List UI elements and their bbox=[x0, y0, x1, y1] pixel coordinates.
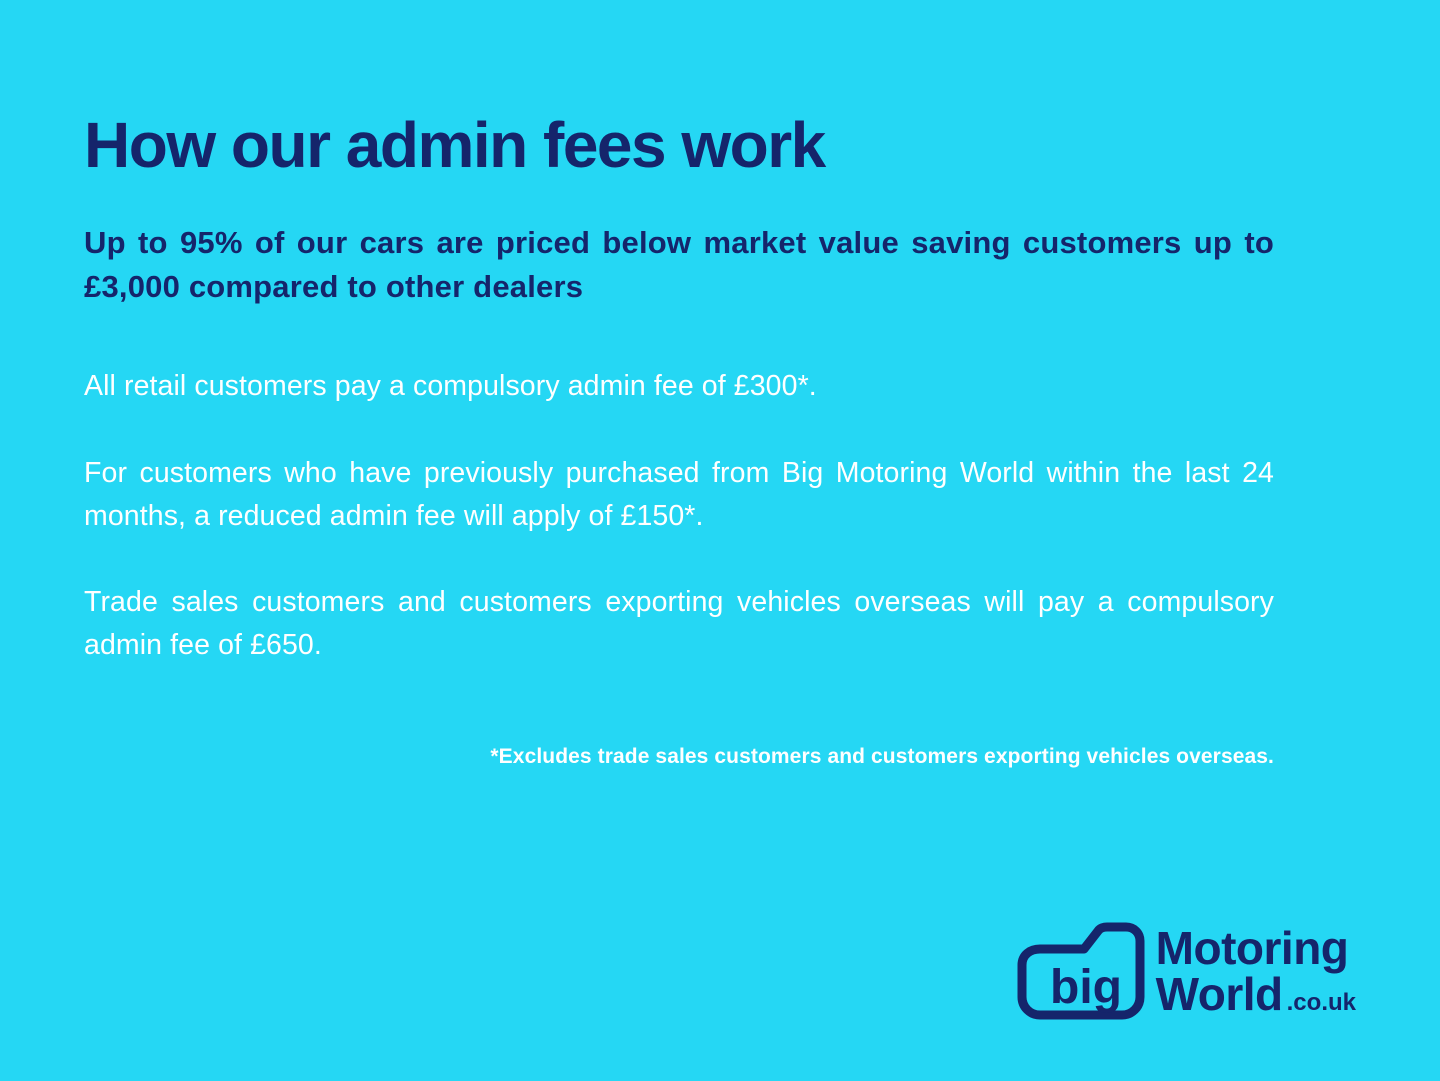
page-title: How our admin fees work bbox=[84, 109, 825, 181]
brand-logo bbox=[1014, 919, 1356, 1023]
subheading-text: Up to 95% of our cars are priced below market value saving customers up to £3,000 compared to other dealers bbox=[84, 225, 1274, 305]
paragraph-retail-fee: All retail customers pay a compulsory admin fee of £300*. bbox=[84, 370, 817, 403]
paragraph-trade-export-fee: Trade sales customers and customers exporting vehicles overseas will pay a compulsory admin fee of £650. bbox=[84, 586, 1274, 662]
svg-text:big: big bbox=[1049, 961, 1122, 1014]
brand-word-motoring: Motoring bbox=[1155, 922, 1349, 974]
paragraph-returning-customer-fee: For customers who have previously purchased from Big Motoring World within the last 24 months, a reduced admin fee will apply of £150*. bbox=[84, 456, 1274, 532]
big-car-logo-icon bbox=[1014, 919, 1146, 1023]
footnote-text: *Excludes trade sales customers and customers exporting vehicles overseas. bbox=[490, 744, 1274, 768]
brand-word-world: World bbox=[1155, 968, 1283, 1020]
brand-wordmark bbox=[1155, 922, 1356, 1020]
brand-tld: .co.uk bbox=[1286, 989, 1356, 1016]
